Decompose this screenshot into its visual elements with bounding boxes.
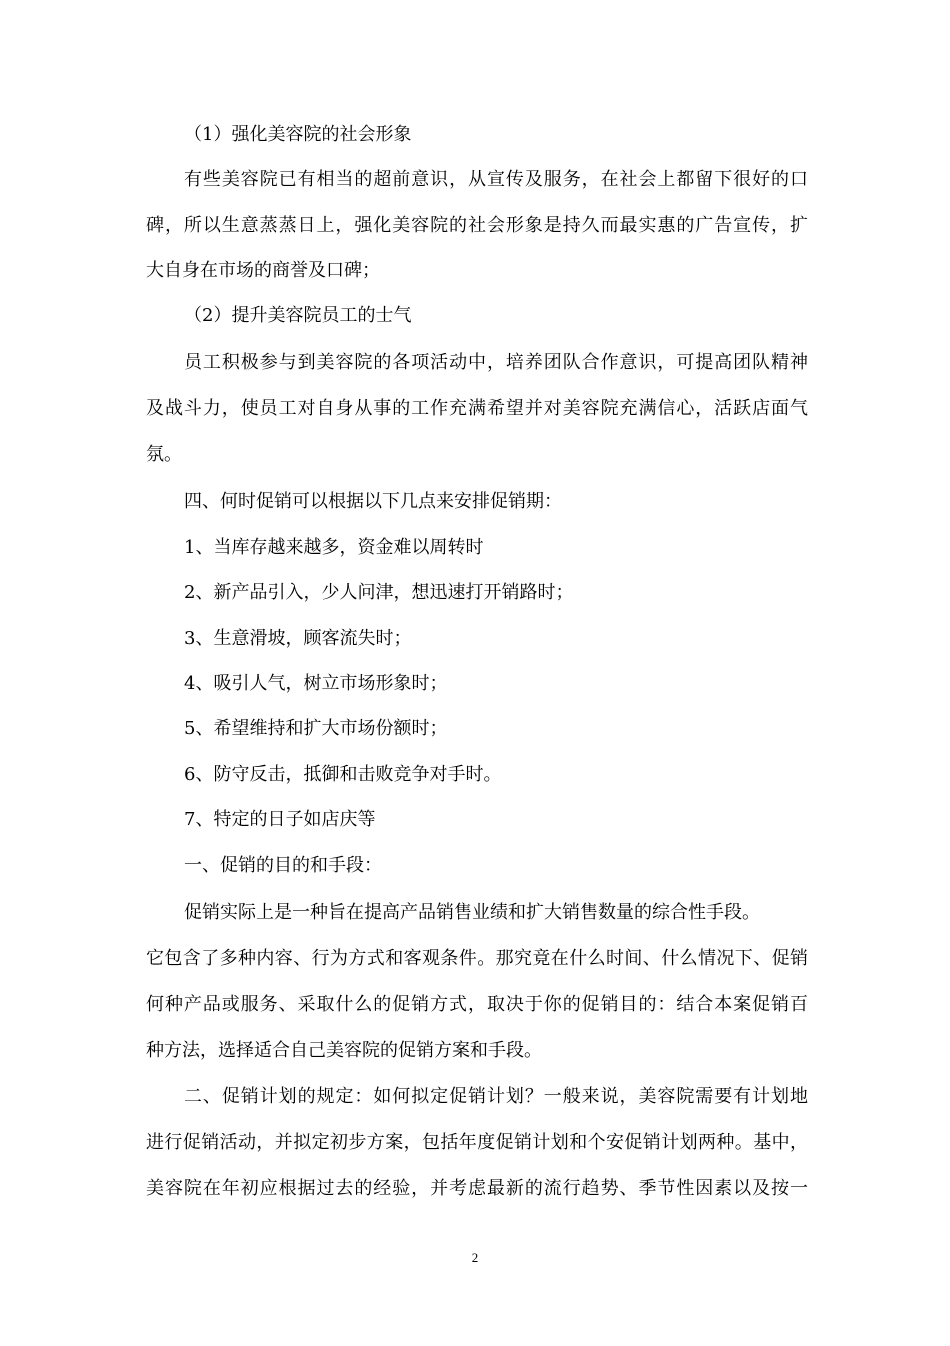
list-item: 6、防守反击，抵御和击败竞争对手时。 xyxy=(184,764,502,785)
paragraph-line: 二、促销计划的规定：如何拟定促销计划？一般来说，美容院需要有计划地 xyxy=(184,1086,808,1107)
list-item: 5、希望维持和扩大市场份额时； xyxy=(184,718,448,739)
paragraph-line: 大自身在市场的商誉及口碑； xyxy=(146,260,380,281)
section-heading-when-to-promote: 四、何时促销可以根据以下几点来安排促销期： xyxy=(184,491,562,512)
section-heading-purpose: 一、促销的目的和手段： xyxy=(184,855,382,876)
page-number: 2 xyxy=(471,1250,479,1265)
subheading-staff-morale: （2）提升美容院员工的士气 xyxy=(184,305,412,326)
paragraph-line: 碑，所以生意蒸蒸日上，强化美容院的社会形象是持久而最实惠的广告宣传，扩 xyxy=(146,215,808,236)
paragraph-line: 进行促销活动，并拟定初步方案，包括年度促销计划和个安促销计划两种。基中， xyxy=(146,1132,808,1153)
paragraph-line: 美容院在年初应根据过去的经验，并考虑最新的流行趋势、季节性因素以及按一 xyxy=(146,1178,808,1199)
list-item: 7、特定的日子如店庆等 xyxy=(184,809,376,830)
paragraph-line: 员工积极参与到美容院的各项活动中，培养团队合作意识，可提高团队精神 xyxy=(184,352,808,373)
list-item: 1、当库存越来越多，资金难以周转时 xyxy=(184,537,484,558)
list-item: 2、新产品引入，少人问津，想迅速打开销路时； xyxy=(184,582,574,603)
paragraph-line: 氛。 xyxy=(146,444,182,465)
paragraph-line: 它包含了多种内容、行为方式和客观条件。那究竟在什么时间、什么情况下、促销 xyxy=(146,948,808,969)
paragraph-line: 及战斗力，使员工对自身从事的工作充满希望并对美容院充满信心，活跃店面气 xyxy=(146,398,808,419)
paragraph-line: 有些美容院已有相当的超前意识，从宣传及服务，在社会上都留下很好的口 xyxy=(184,169,808,190)
subheading-social-image: （1）强化美容院的社会形象 xyxy=(184,124,412,145)
paragraph-line: 种方法，选择适合自己美容院的促销方案和手段。 xyxy=(146,1040,542,1061)
paragraph-line: 促销实际上是一种旨在提高产品销售业绩和扩大销售数量的综合性手段。 xyxy=(184,902,760,923)
paragraph-line: 何种产品或服务、采取什么的促销方式，取决于你的促销目的：结合本案促销百 xyxy=(146,994,808,1015)
list-item: 3、生意滑坡，顾客流失时； xyxy=(184,628,412,649)
list-item: 4、吸引人气，树立市场形象时； xyxy=(184,673,448,694)
